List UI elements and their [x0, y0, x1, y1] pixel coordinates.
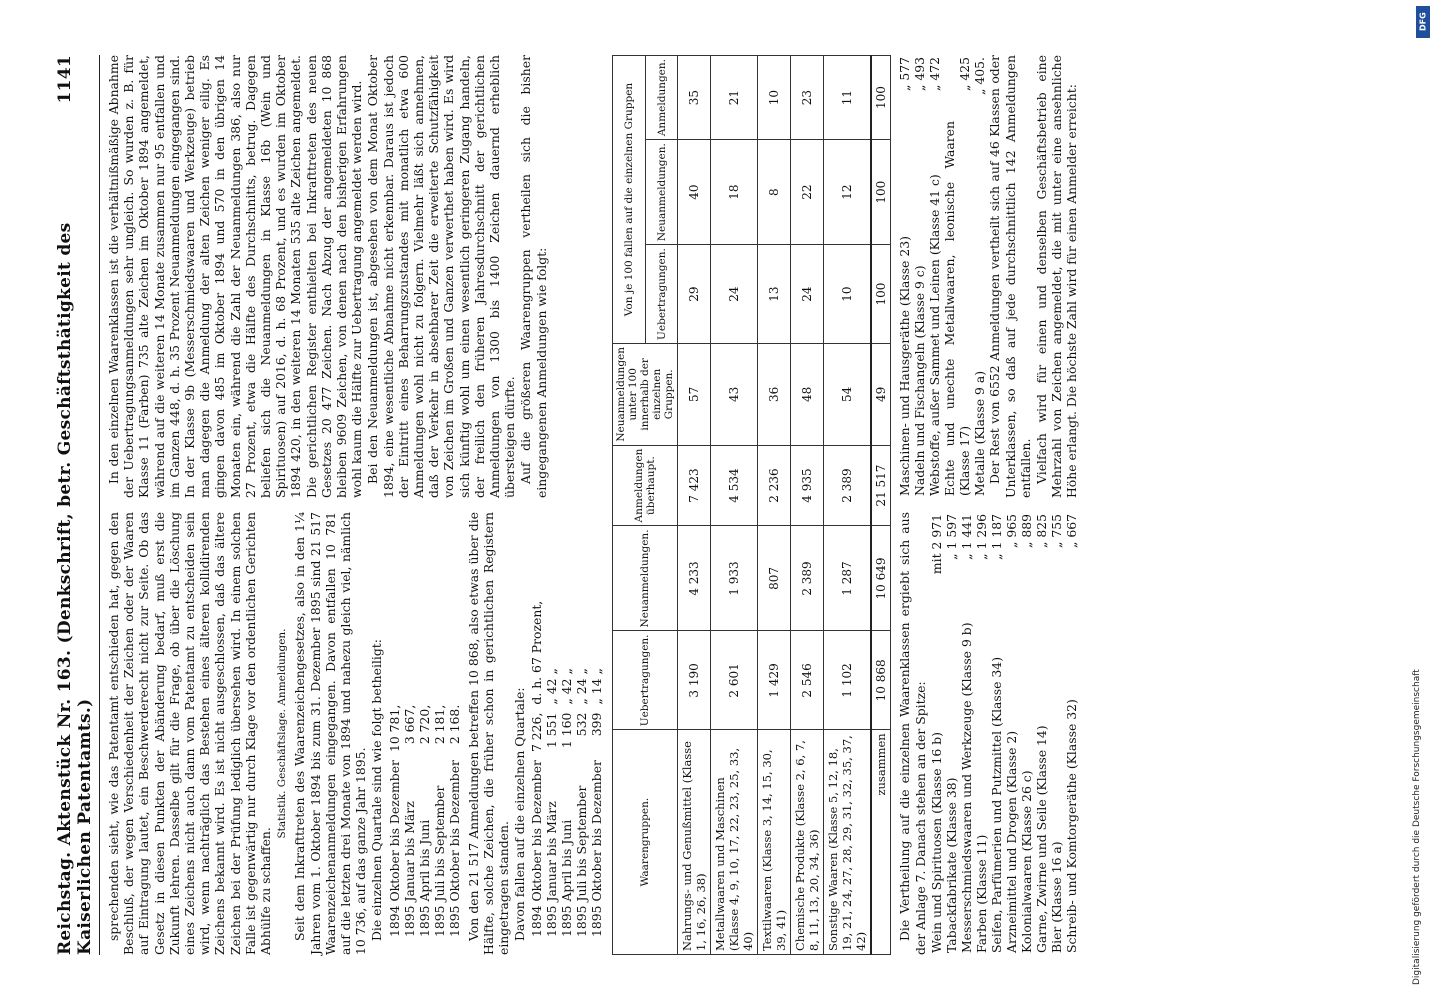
- list-item: [929, 512, 944, 955]
- cell-value: 1 429: [758, 631, 791, 730]
- cell-value: 43: [711, 343, 758, 445]
- right-paragraph-2: Bei den Neuanmeldungen ist, abgesehen von dem Monat Oktober 1894, eine wesentliche Abnahme nicht erkennbar. Daraus ist jedoch der Eintritt eines Beharrungszustandes mit monatlich etwa 600 Anmeldungen wohl nicht zu folgern. Vielmehr läßt sich annehmen, daß der Verkehr in absehbarer Zeit die erweiterte Schutzfähigkeit von Zeichen im Großen und Ganzen verwerthet haben wird. Es wird sich künftig wohl um einen wesentlich geringeren Zugang handeln, der freilich den früheren Jahresdurchschnitt der gerichtlichen Anmeldungen von 1300 bis 1400 Zeichen dauernd erheblich übersteigen dürfte.: [365, 55, 518, 498]
- cell-value: 24: [791, 245, 824, 344]
- col-header-group: Waarengruppen.: [613, 730, 678, 955]
- col-header-von-100: Von je 100 fallen auf die einzelnen Gruppen: [613, 56, 646, 344]
- bottom-left-column: [897, 512, 1080, 955]
- class-label: Bier (Klasse 16 a): [1048, 841, 1064, 953]
- cell-value: 40: [678, 140, 711, 245]
- quarter-label: 1894 Oktober bis Dezember: [529, 760, 545, 937]
- quarter-value: 1 160: [559, 712, 575, 749]
- table-row: [447, 701, 462, 941]
- list-item: [1004, 512, 1019, 955]
- quarter-value: 2 720,: [416, 704, 432, 745]
- cell-value: 24: [711, 245, 758, 344]
- quarter-value: 3 667,: [401, 704, 417, 745]
- cell-value: 2 236: [758, 445, 791, 526]
- class-label: Farben (Klasse 11): [973, 834, 989, 953]
- class-count: „ 965: [1003, 514, 1019, 549]
- bottom-right-paragraph: Der Rest von 6552 Anmeldungen vertheilt sich auf 46 Klassen oder Unterklassen, so daß auf jede durchschnittlich 142 Anmeldungen entfallen.: [987, 55, 1033, 498]
- quarters-transfer-table: [529, 597, 604, 941]
- class-count: „ 667: [1063, 514, 1079, 549]
- cell-value: 7 423: [678, 445, 711, 526]
- bottom-right-column: [897, 55, 1080, 498]
- table-row: [711, 56, 758, 955]
- cell-value: 807: [758, 526, 791, 631]
- cell-value: 21 517: [871, 445, 891, 526]
- cell-value: 10: [758, 56, 791, 140]
- cell-value: 4 935: [791, 445, 824, 526]
- rotated-content: [55, 55, 1420, 955]
- right-paragraph-1: In den einzelnen Waarenklassen ist die verhältnißmäßige Abnahme der Uebertragungsanmeldungen sehr ungleich. So wurden z. B. für Klasse 11 (Farben) 735 alte Zeichen im Oktober 1894 angemeldet, während auf die weiteren 14 Monate zusammen nur 95 entfallen und im Ganzen 448, d. h. 35 Prozent Neuanmeldungen eingegangen sind. In der Klasse 9b (Messerschmiedswaaren und Werkzeuge) betrieb man dagegen die Anmeldung der alten Zeichen weniger eilig. Es gingen davon 485 im Oktober 1894 und 570 in den übrigen 14 Monaten ein, während die Zahl der Neuanmeldungen 386, also nur 27 Prozent, etwa die Hälfte des Durchschnitts, betrug. Dagegen beliefen sich die Neuanmeldungen in Klasse 16b (Wein und Spirituosen) auf 2016, d. h. 68 Prozent, und es wurden im Oktober 1894 420, in den weiteren 14 Monaten 535 alte Zeichen angemeldet. Die gerichtlichen Register enthielten bei Inkrafttreten des neuen Gesetzes 20 477 Zeichen. Nach Abzug der angemeldeten 10 868 bleiben 9609 Zeichen, von denen nach den bisherigen Erfahrungen wohl kaum die Hälfte zur Uebertragung angemeldet werden wird.: [106, 55, 365, 498]
- quarter-value: 2 168.: [446, 704, 462, 745]
- cell-value: 10 649: [871, 526, 891, 631]
- cell-value: 10: [824, 245, 872, 344]
- table-row: [758, 56, 791, 955]
- table-row: [417, 701, 432, 941]
- page-number: 1141: [55, 55, 75, 104]
- table-row: [432, 701, 447, 941]
- quarter-value: 10 781,: [386, 704, 402, 753]
- list-item: [959, 512, 974, 955]
- right-column: [106, 55, 608, 498]
- cell-value: 2 389: [791, 526, 824, 631]
- class-count: „ 755: [1048, 514, 1064, 549]
- list-item: [942, 55, 972, 498]
- class-label: Metalle (Klasse 9 a): [972, 370, 988, 496]
- class-label: Garne, Zwirne und Seile (Klasse 14): [1033, 725, 1049, 953]
- quarter-percent: d. h. 67 Prozent,: [529, 600, 545, 705]
- class-label: Webstoffe, außer Sammet und Leinen (Klasse 41 c): [927, 174, 943, 496]
- quarter-label: 1895 Juli bis September: [574, 785, 590, 937]
- table-row: [589, 597, 604, 941]
- page-header: [55, 55, 100, 955]
- class-label: Nadeln und Fischangeln (Klasse 9 c): [912, 265, 928, 496]
- dfg-logo-icon: DFG: [1416, 6, 1430, 38]
- subheader-anmeldungen: Anmeldungen.: [645, 56, 678, 140]
- col-header-neuanmeldungen: Neuanmeldungen.: [613, 526, 678, 631]
- cell-group: Metallwaaren und Maschinen (Klasse 4, 9, 10, 17, 22, 23, 25, 33, 40): [711, 730, 758, 955]
- cell-value: 3 190: [678, 631, 711, 730]
- class-count: „ 1 296: [973, 514, 989, 560]
- cell-value: 100: [871, 245, 891, 344]
- cell-value: 48: [791, 343, 824, 445]
- quarters-table: [387, 701, 462, 941]
- list-item: [1034, 512, 1049, 955]
- cell-value: 13: [758, 245, 791, 344]
- class-label: Seifen, Parfümerien und Putzmittel (Klasse 34): [988, 656, 1004, 953]
- table-row: [574, 597, 589, 941]
- two-columns: [106, 55, 608, 955]
- cell-group: Chemische Produkte (Klasse 2, 6, 7, 8, 11, 13, 20, 34, 36): [791, 730, 824, 955]
- table-row: [544, 597, 559, 941]
- cell-value: 29: [678, 245, 711, 344]
- subheader-neuanmeldungen: Neuanmeldungen.: [645, 140, 678, 245]
- quarter-value: 7 226,: [529, 712, 545, 753]
- class-ranking-list: [929, 512, 1079, 955]
- cell-sum-label: zusammen: [871, 730, 891, 955]
- cell-value: 1 287: [824, 526, 872, 631]
- quarter-percent: „ 24 „: [574, 668, 590, 705]
- subheader-uebertragungen: Uebertragungen.: [645, 245, 678, 344]
- cell-value: 100: [871, 56, 891, 140]
- list-item: [989, 512, 1004, 955]
- cell-value: 1 933: [711, 526, 758, 631]
- table-row: [791, 56, 824, 955]
- table-row: [529, 597, 544, 941]
- class-label: Messerschmiedswaaren und Werkzeuge (Klasse 9 b): [958, 622, 974, 953]
- list-item: [927, 55, 942, 498]
- cell-value: 4 534: [711, 445, 758, 526]
- table-sum-row: [871, 56, 891, 955]
- header-title: Reichstag. Aktenstück Nr. 163. (Denkschrift, betr. Geschäftsthätigkeit des Kaiserlichen Patentamts.): [55, 222, 95, 955]
- class-count: mit 2 971: [928, 514, 944, 575]
- quarter-label: 1894 Oktober bis Dezember: [386, 760, 402, 937]
- list-item: [1064, 512, 1079, 955]
- class-count: „ 1 597: [943, 514, 959, 560]
- table-row: [402, 701, 417, 941]
- quarter-label: 1895 April bis Juni: [416, 819, 432, 937]
- quarter-label: 1895 Januar bis März: [544, 801, 560, 937]
- list-item: [944, 512, 959, 955]
- class-count: „ 405.: [972, 57, 988, 95]
- cell-value: 36: [758, 343, 791, 445]
- quarter-label: 1895 April bis Juni: [559, 819, 575, 937]
- class-label: Kolonialwaaren (Klasse 26 c): [1018, 770, 1034, 953]
- class-count: „ 1 187: [988, 514, 1004, 560]
- col-header-anmeldungen-ueberhaupt: Anmeldungen überhaupt.: [613, 445, 678, 526]
- table-row: [678, 56, 711, 955]
- quarter-label: 1895 Oktober bis Dezember: [589, 760, 605, 937]
- quarter-label: 1895 Januar bis März: [401, 801, 417, 937]
- class-count: „ 425: [957, 57, 973, 92]
- quarter-value: 2 181,: [431, 704, 447, 745]
- quarter-value: 1 551: [544, 712, 560, 749]
- cell-value: 49: [871, 343, 891, 445]
- cell-value: 11: [824, 56, 872, 140]
- waarengruppen-table: [612, 55, 891, 955]
- cell-group: Sonstige Waaren (Klasse 5, 12, 18, 19, 21, 24, 27, 28, 29, 31, 32, 35, 37, 42): [824, 730, 872, 955]
- list-item: [897, 55, 912, 498]
- bottom-intro: Die Vertheilung auf die einzelnen Waarenklassen ergiebt sich aus der Anlage 7. Danach stehen an der Spitze:: [897, 512, 928, 955]
- cell-value: 57: [678, 343, 711, 445]
- quarter-value: 399: [589, 712, 605, 737]
- cell-value: 35: [678, 56, 711, 140]
- left-paragraph-3: Die einzelnen Quartale sind wie folgt betheiligt:: [369, 639, 385, 941]
- class-label: Schreib- und Komtorgeräthe (Klasse 32): [1063, 699, 1079, 953]
- list-item: [974, 512, 989, 955]
- cell-value: 2 546: [791, 631, 824, 730]
- table-row: [824, 56, 872, 955]
- left-paragraph-1: sprechenden sieht, wie das Patentamt entschieden hat, gegen den Beschluß, der wegen Verschiedenheit der Zeichen oder der Waaren auf Eintragung lautet, ein Beschwerderecht nicht zur Seite. Ob das Gesetz in diesen Punkten der Abänderung bedarf, muß erst die Zukunft lehren. Dasselbe gilt für die Frage, ob über die Löschung eines Zeichens nicht auch dann vom Patentamt zu entscheiden sein wird, wenn nachträglich das Bestehen eines älteren kollidirenden Zeichens bekannt wird. Es ist nicht ausgeschlossen, daß das ältere Zeichen bei der Prüfung lediglich übersehen wird. In einem solchen Falle ist gegenwärtig nur durch Klage vor den ordentlichen Gerichten Abhülfe zu schaffen.: [106, 512, 274, 955]
- cell-value: 10 868: [871, 631, 891, 730]
- list-item: [1019, 512, 1034, 955]
- quarter-percent: „ 42 „: [544, 668, 560, 705]
- class-count: „ 493: [912, 57, 928, 92]
- class-count: „ 472: [927, 57, 943, 92]
- cell-group: Textilwaaren (Klasse 3, 14, 15, 30, 39, 41): [758, 730, 791, 955]
- class-count: „ 889: [1018, 514, 1034, 549]
- list-item: [972, 55, 987, 498]
- cell-value: 4 233: [678, 526, 711, 631]
- class-label: Arzneimittel und Drogen (Klasse 2): [1003, 730, 1019, 953]
- quarter-percent: „ 14 „: [589, 668, 605, 705]
- quarter-label: 1895 Oktober bis Dezember: [446, 760, 462, 937]
- quarter-value: 532: [574, 712, 590, 737]
- col-header-uebertragungen: Uebertragungen.: [613, 631, 678, 730]
- cell-value: 23: [791, 56, 824, 140]
- cell-value: 21: [711, 56, 758, 140]
- list-item: [1049, 512, 1064, 955]
- class-ranking-list-continued: [897, 55, 987, 498]
- class-label: Wein und Spirituosen (Klasse 16 b): [928, 732, 944, 953]
- cell-value: 8: [758, 140, 791, 245]
- quarter-label: 1895 Juli bis September: [431, 785, 447, 937]
- left-column: [106, 512, 608, 955]
- cell-value: 100: [871, 140, 891, 245]
- cell-value: 22: [791, 140, 824, 245]
- table-header-row: [613, 56, 646, 955]
- section-heading: Statistik. Geschäftslage. Anmeldungen.: [276, 628, 289, 839]
- cell-value: 54: [824, 343, 872, 445]
- class-count: „ 825: [1033, 514, 1049, 549]
- table-row: [387, 701, 402, 941]
- bottom-right-paragraph-2: Vielfach wird für einen und denselben Geschäftsbetrieb eine Mehrzahl von Zeichen angemeldet, die mit unter eine ansehnliche Höhe erlangt. Die höchste Zahl wird für einen Anmelder erreicht:: [1034, 55, 1080, 498]
- left-paragraph-5: Davon fallen auf die einzelnen Quartale:: [512, 687, 528, 941]
- table-row: [559, 597, 574, 941]
- class-count: „ 577: [897, 57, 913, 92]
- class-label: Echte und unechte Metallwaaren, leonische Waaren (Klasse 17): [942, 121, 973, 496]
- bottom-columns: [897, 55, 1080, 955]
- left-paragraph-4: Von den 21 517 Anmeldungen betreffen 10 868, also etwas über die Hälfte, solche Zeichen, die früher schon in gerichtlichen Registern eingetragen standen.: [465, 512, 512, 955]
- cell-value: 2 601: [711, 631, 758, 730]
- class-count: „ 1 441: [958, 514, 974, 560]
- quarter-percent: „ 42 „: [559, 668, 575, 705]
- cell-value: 18: [711, 140, 758, 245]
- class-label: Tabackfabrikate (Klasse 38): [943, 777, 959, 953]
- list-item: [912, 55, 927, 498]
- left-paragraph-2: Seit dem Inkrafttreten des Waarenzeichengesetzes, also in den 1¼ Jahren vom 1. Oktober 1894 bis zum 31. Dezember 1895 sind 21 517 Waarenzeichenanmeldungen eingegangen. Davon entfallen 10 781 auf die letzten drei Monate von 1894 und nahezu gleich viel, nämlich 10 736, auf das ganze Jahr 1895.: [292, 512, 369, 955]
- cell-value: 2 389: [824, 445, 872, 526]
- cell-value: 12: [824, 140, 872, 245]
- digitization-credit: Digitalisierung gefördert durch die Deutsche Forschungsgemeinschaft: [1412, 669, 1422, 985]
- cell-value: 1 102: [824, 631, 872, 730]
- right-paragraph-3: Auf die größeren Waarengruppen vertheilen sich die bisher eingegangenen Anmeldungen wie folgt:: [518, 55, 549, 498]
- cell-group: Nahrungs- und Genußmittel (Klasse 1, 16, 26, 38): [678, 730, 711, 955]
- col-header-neu-pct: Neuanmeldungen unter 100 innerhalb der einzelnen Gruppen.: [613, 343, 678, 445]
- class-label: Maschinen- und Hausgeräthe (Klasse 23): [897, 236, 913, 496]
